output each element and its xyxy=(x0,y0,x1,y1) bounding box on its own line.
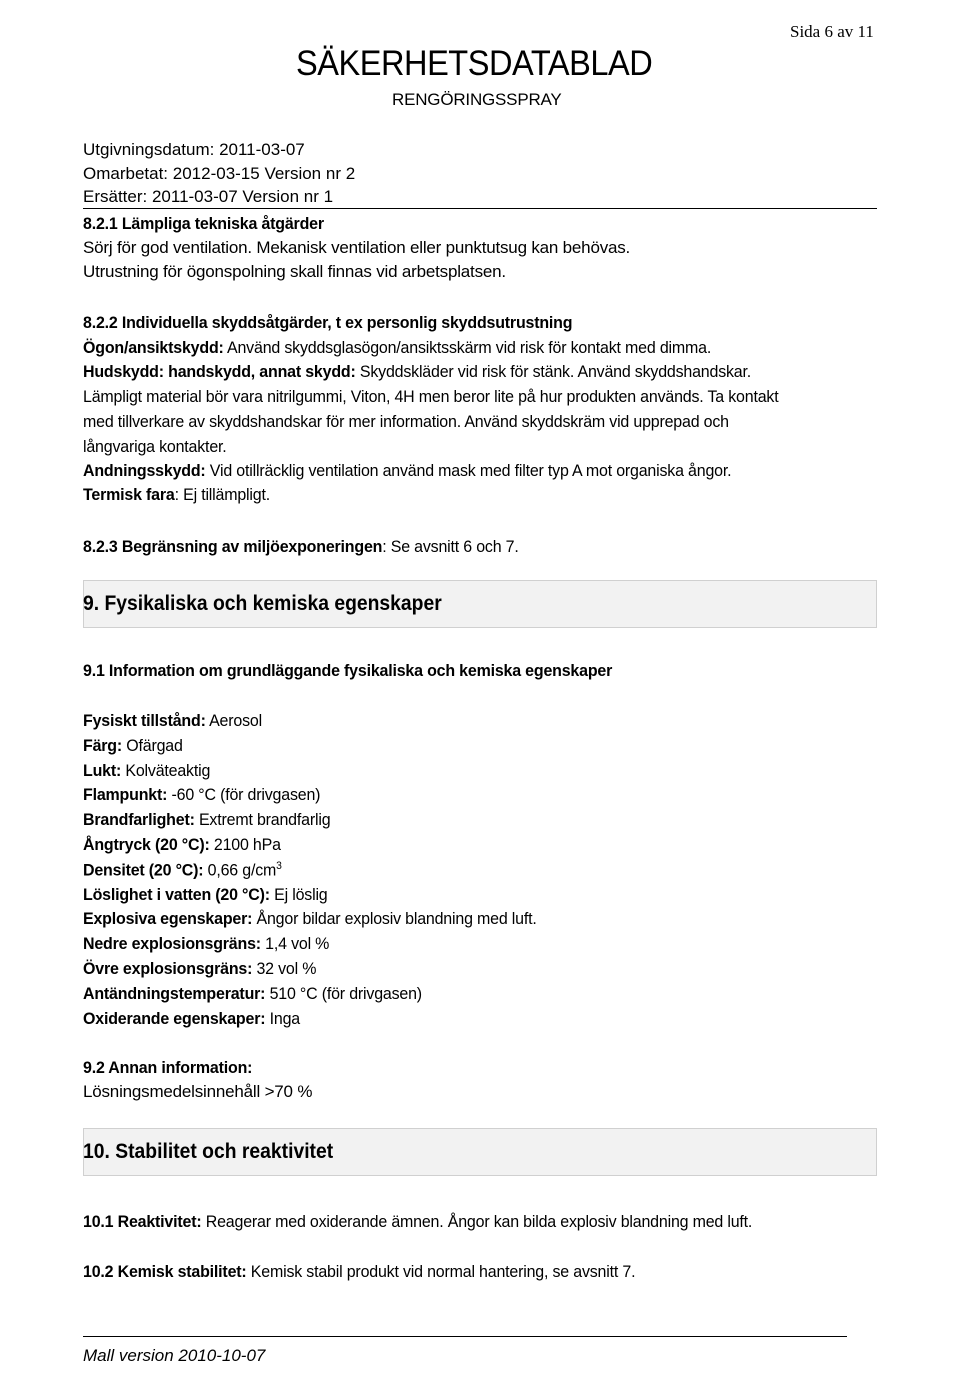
property-value: Extremt brandfarlig xyxy=(194,810,331,830)
footer-divider xyxy=(83,1336,847,1337)
property-label: Densitet (20 °C): xyxy=(83,860,204,880)
property-superscript: 3 xyxy=(276,859,282,872)
section-10-title: 10. Stabilitet och reaktivitet xyxy=(83,1140,334,1163)
property-label: Flampunkt: xyxy=(83,785,168,805)
property-value: 0,66 g/cm xyxy=(203,860,277,880)
property-value: Aerosol xyxy=(205,711,262,730)
property-value: Inga xyxy=(265,1008,300,1028)
respiratory-protection: Andningsskydd: Vid otillräcklig ventilation använd mask med filter typ A mot organiska ångor. xyxy=(83,461,732,480)
solvent-content: Lösningsmedelsinnehåll >70 % xyxy=(83,1082,313,1101)
property-row xyxy=(83,736,183,756)
property-row xyxy=(83,810,330,830)
eye-protection: Ögon/ansiktskydd: Använd skyddsglasögon/ansiktsskärm vid risk för kontakt med dimma. xyxy=(83,338,712,357)
issue-date: Utgivningsdatum: 2011-03-07 xyxy=(83,140,305,159)
property-value: 32 vol % xyxy=(252,959,317,978)
revision-info: Omarbetat: 2012-03-15 Version nr 2 xyxy=(83,164,356,183)
heading-8-2-1: 8.2.1 Lämpliga tekniska åtgärder xyxy=(83,214,324,233)
product-name: RENGÖRINGSSPRAY xyxy=(392,90,562,109)
s821-line-1: Sörj för god ventilation. Mekanisk ventilation eller punktutsug kan behövas. xyxy=(83,238,631,257)
property-value: 510 °C (för drivgasen) xyxy=(265,983,422,1003)
property-label: Färg: xyxy=(83,735,123,755)
property-row xyxy=(83,934,329,954)
section-9-title: 9. Fysikaliska och kemiska egenskaper xyxy=(83,592,442,615)
property-row xyxy=(83,785,320,805)
property-row xyxy=(83,959,316,979)
property-row xyxy=(83,835,281,855)
heading-8-2-2: 8.2.2 Individuella skyddsåtgärder, t ex personlig skyddsutrustning xyxy=(83,313,573,332)
heading-9-2: 9.2 Annan information: xyxy=(83,1058,253,1077)
property-value: Ofärgad xyxy=(122,735,183,755)
environmental-exposure: 8.2.3 Begränsning av miljöexponeringen: Se avsnitt 6 och 7. xyxy=(83,537,519,556)
property-row xyxy=(83,909,537,929)
property-label: Ångtryck (20 °C): xyxy=(83,835,210,854)
property-row xyxy=(83,761,210,781)
property-label: Lukt: xyxy=(83,760,122,780)
glove-info-line-3: långvariga kontakter. xyxy=(83,437,227,456)
property-row xyxy=(83,984,422,1004)
document-title: SÄKERHETSDATABLAD xyxy=(296,44,653,83)
replaces-info: Ersätter: 2011-03-07 Version nr 1 xyxy=(83,187,334,206)
glove-info-line-1: Lämpligt material bör vara nitrilgummi, Viton, 4H men beror lite på hur produkten används. Ta kontakt xyxy=(83,387,779,406)
property-value: 1,4 vol % xyxy=(260,934,330,954)
property-row xyxy=(83,1009,300,1029)
property-label: Oxiderande egenskaper: xyxy=(83,1008,266,1028)
header-divider xyxy=(83,208,877,209)
property-value: -60 °C (för drivgasen) xyxy=(167,785,321,805)
property-label: Löslighet i vatten (20 °C): xyxy=(83,884,270,904)
property-row xyxy=(83,885,328,905)
skin-protection: Hudskydd: handskydd, annat skydd: Skyddskläder vid risk för stänk. Använd skyddshandskar. xyxy=(83,362,752,381)
property-value: Ångor bildar explosiv blandning med luft. xyxy=(252,909,537,929)
property-label: Antändningstemperatur: xyxy=(83,983,266,1003)
property-label: Nedre explosionsgräns: xyxy=(83,934,261,954)
property-value: 2100 hPa xyxy=(209,835,281,854)
glove-info-line-2: med tillverkare av skyddshandskar för mer information. Använd skyddskräm vid upprepad och xyxy=(83,412,729,431)
reactivity: 10.1 Reaktivitet: Reagerar med oxiderande ämnen. Ångor kan bilda explosiv blandning med luft. xyxy=(83,1212,753,1231)
property-label: Fysiskt tillstånd: xyxy=(83,711,206,730)
s821-line-2: Utrustning för ögonspolning skall finnas vid arbetsplatsen. xyxy=(83,262,506,281)
property-value: Kolväteaktig xyxy=(121,760,211,780)
chemical-stability: 10.2 Kemisk stabilitet: Kemisk stabil produkt vid normal hantering, se avsnitt 7. xyxy=(83,1262,636,1281)
template-version: Mall version 2010-10-07 xyxy=(83,1346,266,1365)
property-row xyxy=(83,860,282,881)
property-value: Ej löslig xyxy=(269,884,328,904)
thermal-hazard: Termisk fara: Ej tillämpligt. xyxy=(83,485,270,504)
page-number: Sida 6 av 11 xyxy=(790,22,874,41)
property-label: Explosiva egenskaper: xyxy=(83,909,253,929)
property-row xyxy=(83,711,262,731)
heading-9-1: 9.1 Information om grundläggande fysikaliska och kemiska egenskaper xyxy=(83,661,613,680)
property-label: Övre explosionsgräns: xyxy=(83,959,253,978)
property-label: Brandfarlighet: xyxy=(83,810,195,830)
